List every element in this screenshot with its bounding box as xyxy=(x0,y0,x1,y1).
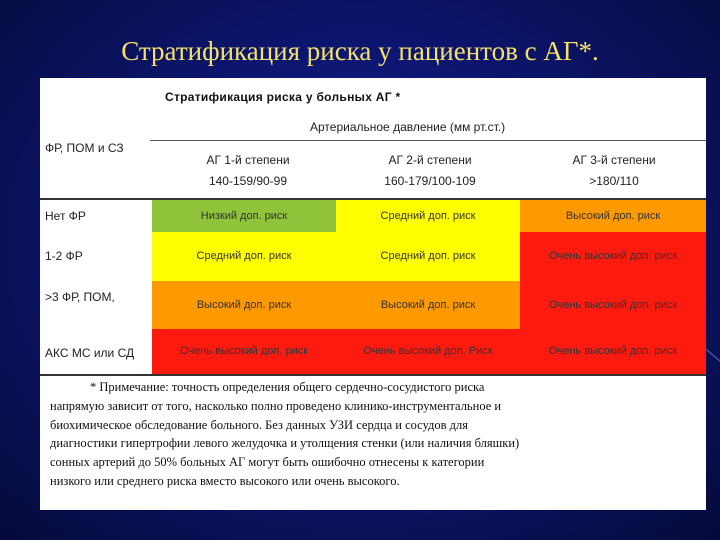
risk-cell: Очень высокий доп. риск xyxy=(520,232,706,281)
grade-label: АГ 1-й степени xyxy=(206,153,290,167)
pressure-range: >180/110 xyxy=(589,174,639,188)
row-label-no-risk-factors: Нет ФР xyxy=(45,209,86,223)
footnote-line: биохимическое обследование больного. Без данных УЗИ сердца и сосудов для xyxy=(50,417,469,432)
risk-cell: Очень высокий доп. Риск xyxy=(336,329,520,374)
column-header-grade-3 xyxy=(524,150,704,192)
footnote-line: * Примечание: точность определения общего сердечно-сосудистого риска xyxy=(90,380,485,394)
risk-cell: Высокий доп. риск xyxy=(152,281,336,329)
table-title: Стратификация риска у больных АГ * xyxy=(165,90,401,104)
footnote-line: низкого или среднего риска вместо высокого или очень высокого. xyxy=(50,473,400,488)
risk-table-panel xyxy=(40,78,706,510)
risk-cell: Очень высокий доп. риск xyxy=(152,329,336,374)
footnote xyxy=(50,378,650,491)
table-bottom-rule xyxy=(40,374,706,376)
risk-factor-header: ФР, ПОМ и СЗ xyxy=(45,141,124,155)
risk-cell: Низкий доп. риск xyxy=(152,200,336,232)
column-header-grade-2 xyxy=(340,150,520,192)
risk-cell: Высокий доп. риск xyxy=(336,281,520,329)
row-label-3-plus-risk-factors: >3 ФР, ПОМ, xyxy=(45,290,115,304)
risk-cell: Высокий доп. риск xyxy=(520,200,706,232)
footnote-line: напрямую зависит от того, насколько полно проведено клинико-инструментальное и xyxy=(50,398,502,413)
risk-cell: Средний доп. риск xyxy=(152,232,336,281)
pressure-range: 140-159/90-99 xyxy=(208,174,288,188)
footnote-line: диагностики гипертрофии левого желудочка и утолщения стенки (или наличия бляшки) xyxy=(50,436,520,451)
risk-cell: Средний доп. риск xyxy=(336,232,520,281)
risk-cell: Очень высокий доп. риск xyxy=(520,329,706,374)
risk-cell: Средний доп. риск xyxy=(336,200,520,232)
risk-cell: Очень высокий доп. риск xyxy=(520,281,706,329)
header-divider xyxy=(150,140,706,141)
slide-title: Стратификация риска у пациентов с АГ*. xyxy=(121,36,599,66)
grade-label: АГ 2-й степени xyxy=(388,153,472,167)
footnote-line: сонных артерий до 50% больных АГ могут быть ошибочно отнесены к категории xyxy=(50,455,485,470)
grade-label: АГ 3-й степени xyxy=(572,153,656,167)
row-label-associated-conditions: АКС МС или СД xyxy=(45,346,135,360)
pressure-range: 160-179/100-109 xyxy=(384,174,476,188)
blood-pressure-header: Артериальное давление (мм рт.ст.) xyxy=(310,120,506,134)
column-header-grade-1 xyxy=(158,150,338,192)
row-label-1-2-risk-factors: 1-2 ФР xyxy=(45,249,83,263)
